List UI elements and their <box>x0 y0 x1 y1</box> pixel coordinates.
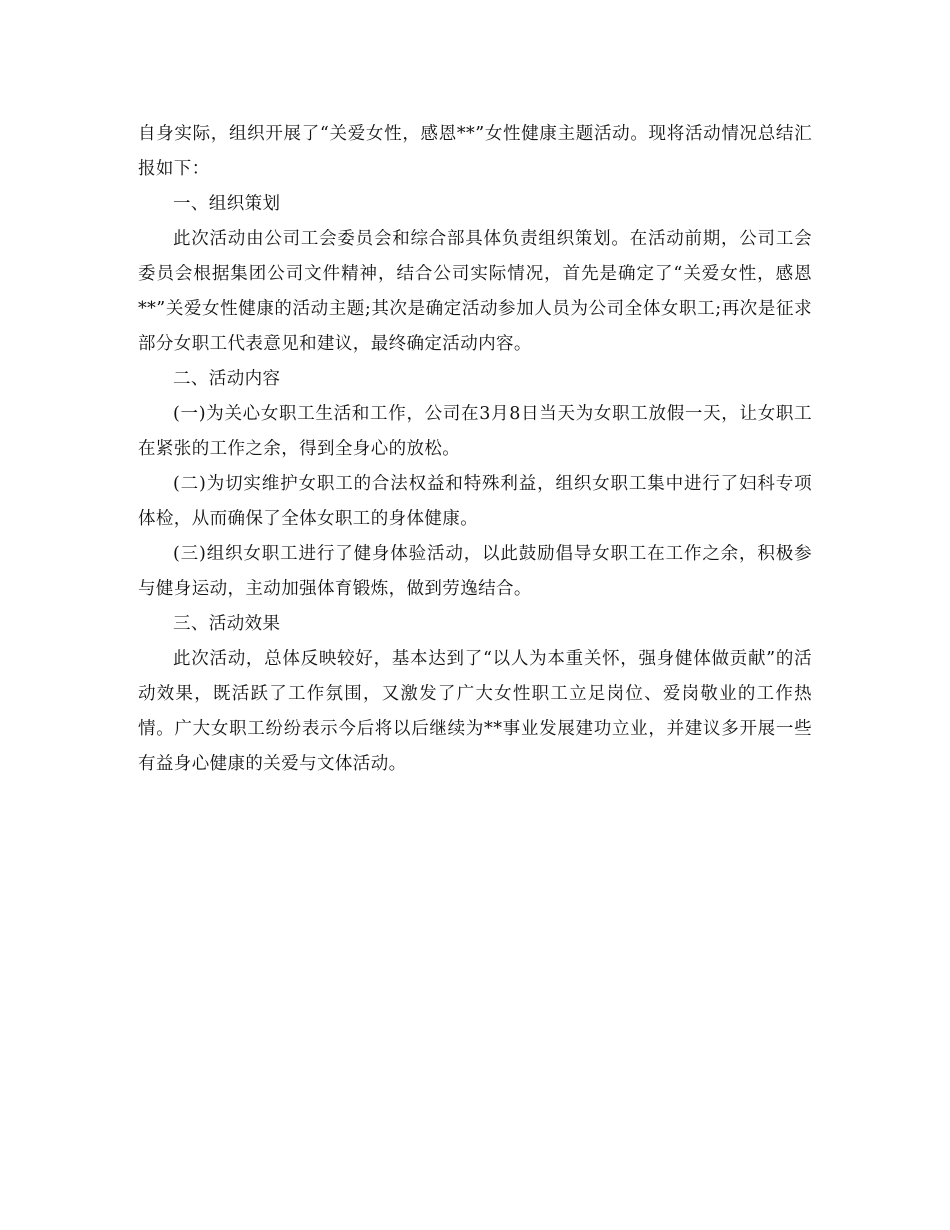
content-item-3: (三)组织女职工进行了健身体验活动，以此鼓励倡导女职工在工作之余，积极参与健身运动，主动加强体育锻炼，做到劳逸结合。 <box>138 544 812 599</box>
section-heading-content: 二、活动内容 <box>173 369 281 389</box>
planning-paragraph: 此次活动由公司工会委员会和综合部具体负责组织策划。在活动前期，公司工会委员会根据集团公司文件精神，结合公司实际情况，首先是确定了“关爱女性，感恩**”关爱女性健康的活动主题;其次是确定活动参加人员为公司全体女职工;再次是征求部分女职工代表意见和建议，最终确定活动内容。 <box>138 229 812 354</box>
document-body <box>138 117 812 782</box>
section-heading-effect: 三、活动效果 <box>173 614 281 634</box>
intro-paragraph: 自身实际，组织开展了“关爱女性，感恩**”女性健康主题活动。现将活动情况总结汇报如下： <box>138 124 812 179</box>
section-heading-planning: 一、组织策划 <box>173 194 281 214</box>
effect-paragraph: 此次活动，总体反映较好，基本达到了“以人为本重关怀，强身健体做贡献”的活动效果，既活跃了工作氛围，又激发了广大女性职工立足岗位、爱岗敬业的工作热情。广大女职工纷纷表示今后将以后继续为**事业发展建功立业，并建议多开展一些有益身心健康的关爱与文体活动。 <box>138 649 812 774</box>
content-item-2: (二)为切实维护女职工的合法权益和特殊利益，组织女职工集中进行了妇科专项体检，从而确保了全体女职工的身体健康。 <box>138 474 812 529</box>
content-item-1: (一)为关心女职工生活和工作，公司在3月8日当天为女职工放假一天，让女职工在紧张的工作之余，得到全身心的放松。 <box>138 404 812 459</box>
